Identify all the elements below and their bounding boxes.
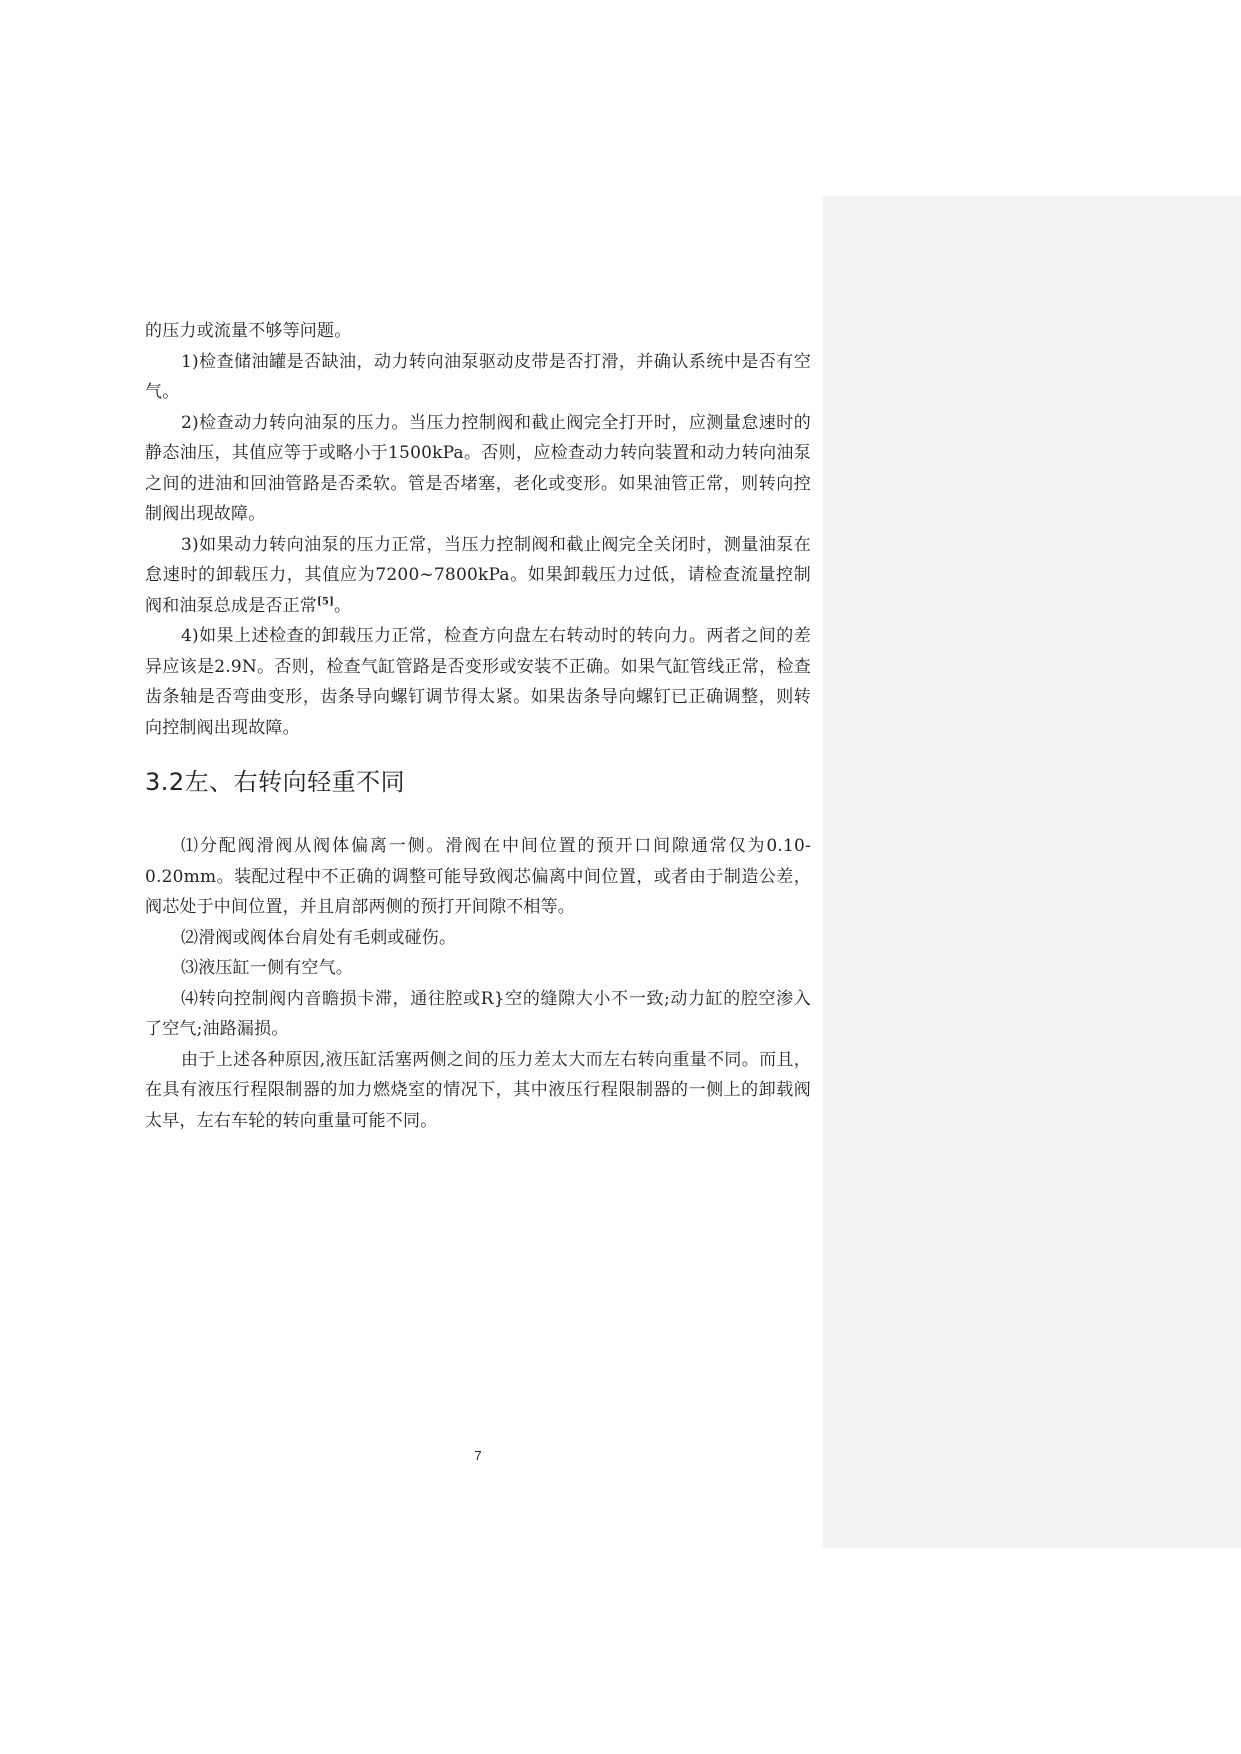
document-body	[145, 316, 811, 1136]
comment-pane	[823, 196, 1241, 1548]
paragraph: ⑵滑阀或阀体台肩处有毛刺或碰伤。	[181, 927, 457, 948]
page-number: 7	[474, 1448, 482, 1463]
citation-marker: [5]	[317, 595, 335, 607]
paragraph: 2)检查动力转向油泵的压力。当压力控制阀和截止阀完全打开时，应测量怠速时的静态油压，其值应等于或略小于1500kPa。否则，应检查动力转向装置和动力转向油泵之间的进油和回油管路是否柔软。管是否堵塞，老化或变形。如果油管正常，则转向控制阀出现故障。	[145, 412, 811, 524]
paragraph: 1)检查储油罐是否缺油，动力转向油泵驱动皮带是否打滑，并确认系统中是否有空气。	[145, 351, 811, 402]
paragraph: ⑴分配阀滑阀从阀体偏离一侧。滑阀在中间位置的预开口间隙通常仅为0.10-0.20mm。装配过程中不正确的调整可能导致阀芯偏离中间位置，或者由于制造公差，阀芯处于中间位置，并且肩部两侧的预打开间隙不相等。	[145, 836, 811, 917]
paragraph: 4)如果上述检查的卸载压力正常，检查方向盘左右转动时的转向力。两者之间的差异应该是2.9N。否则，检查气缸管路是否变形或安装不正确。如果气缸管线正常，检查齿条轴是否弯曲变形，齿条导向螺钉调节得太紧。如果齿条导向螺钉已正确调整，则转向控制阀出现故障。	[145, 626, 811, 738]
section-heading: 3.2左、右转向轻重不同	[145, 768, 406, 796]
paragraph: ⑶液压缸一侧有空气。	[181, 958, 353, 978]
paragraph: ⑷转向控制阀内音瞻损卡滞，通往腔或R}空的缝隙大小不一致;动力缸的腔空渗入了空气;油路漏损。	[145, 988, 811, 1039]
paragraph-tail: 。	[334, 595, 352, 616]
paragraph-text: 3)如果动力转向油泵的压力正常，当压力控制阀和截止阀完全关闭时，测量油泵在怠速时的卸载压力，其值应为7200~7800kPa。如果卸载压力过低，请检查流量控制阀和油泵总成是否正常	[145, 534, 811, 616]
paragraph-with-citation	[145, 530, 811, 622]
paragraph: 由于上述各种原因,液压缸活塞两侧之间的压力差太大而左右转向重量不同。而且，在具有液压行程限制器的加力燃烧室的情况下，其中液压行程限制器的一侧上的卸载阀太早，左右车轮的转向重量可能不同。	[145, 1049, 811, 1131]
paragraph: 的压力或流量不够等问题。	[145, 321, 352, 341]
